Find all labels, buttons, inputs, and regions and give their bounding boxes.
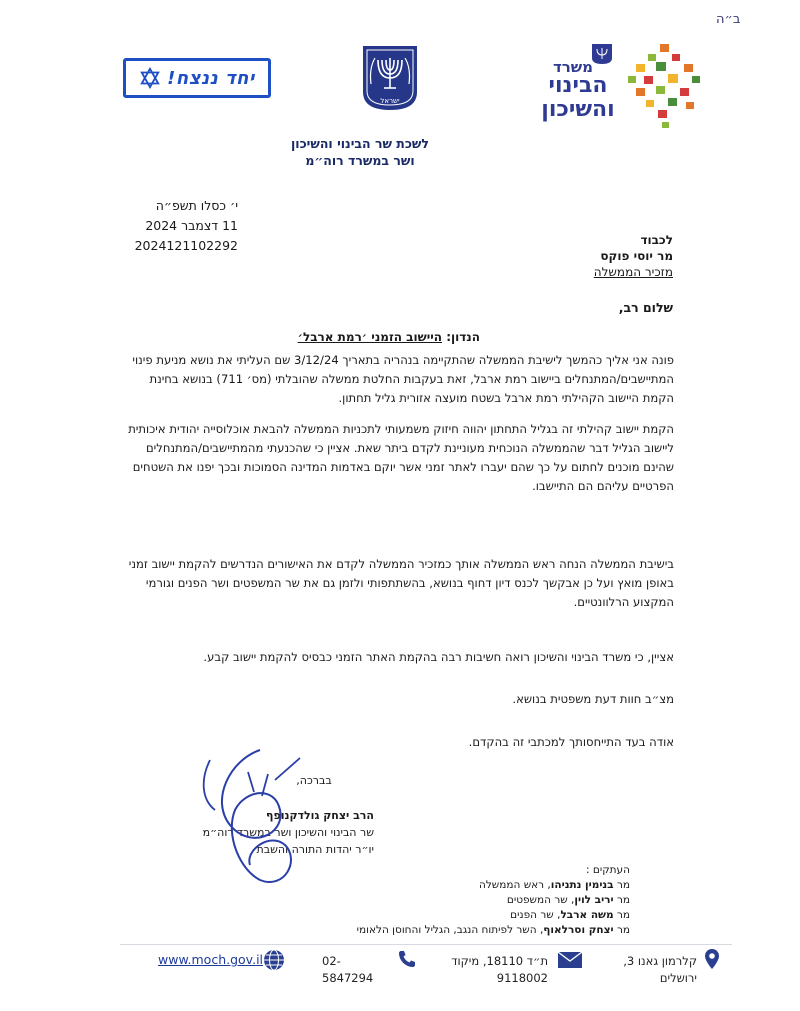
body-paragraph-1: פונה אני אליך כהמשך לישיבת הממשלה שהתקיימה בנהריה בתאריך 3/12/24 שם העליתי את נושא מניעת פינוי המתיישבים/המתנחלים ביישוב רמת ארבל, זאת בעקבות החלטת ממשלה שהובלתי (מס׳ 711) בנושא בחינת הקמת היישוב הקהילתי רמת ארבל בשטח מועצה אזורית גליל תחתון. [132,353,674,405]
addressee-title: מזכיר הממשלה [593,265,673,279]
ministry-name [528,74,628,122]
handwritten-signature [190,740,320,890]
body-paragraph-2: הקמת יישוב קהילתי זה בגליל התחתון יהווה חיזוק משמעותי לתכניות הממשלה להבאת אוכלוסייה יהודית איכותית ליישוב הגליל דבר שהממשלה הנוכחית מעוניינת לקדם ביתר שאת. אציין כי שהכנעתי מהמתיישבים/המתנחלים שהינם מוכנים לחתום על כך שהם יעברו לאתר זמני אשר יוקם באדמות המדינה הסמוכות ובכך יפנו את השטחים הפרטיים עליהם הם התיישבו. [128,422,674,493]
signer-role-1: שר הבינוי והשיכון ושר במשרד רוה״מ [202,826,374,839]
campaign-logo-text: יחד ננצח! [167,67,255,89]
footer-phone: 02-5847294 [322,954,374,985]
body-paragraph-4: אציין, כי משרד הבינוי והשיכון רואה חשיבות רבה בהקמת האתר הזמני כבסיס להקמת יישוב קבע. [203,650,674,664]
phone-icon [397,949,417,969]
page-mark: ב״ה [716,12,741,27]
body-paragraph-6: אודה בעד התייחסותך למכתבי זה בהקדם. [468,735,674,749]
footer-divider [120,944,732,945]
ministry-name-line1: הבינוי [548,73,608,98]
body-paragraph-5: מצ״ב חוות דעת משפטית בנושא. [512,692,674,706]
signature-closing: בברכה, [296,774,332,787]
addressee-block [490,232,673,280]
body-paragraph-3: בישיבת הממשלה הנחה ראש הממשלה אותך כמזכיר הממשלה לקדם את האישורים הנדרשים להקמת יישוב זמני באופן מואץ ועל כן אבקשך לכנס דיון דחוף בנושא, בהשתתפותי ולזמן גם את שר המשפטים ושר הפנים וגורמי המקצוע הרלוונטיים. [128,557,674,609]
copies-item: מר יצחק וסרלאוף, השר לפיתוח הנגב, הגליל והחוסן הלאומי [356,924,630,936]
copies-item: מר יריב לוין, שר המשפטים [506,894,630,906]
ministry-word: משרד [552,58,594,76]
copies-item: מר משה ארבל, שר הפנים [510,909,630,921]
hebrew-date: י׳ כסלו תשפ״ה [155,198,238,213]
signer-role-2: יו״ר יהדות התורה והשבת [256,843,374,856]
footer-pobox: ת״ד 18110, מיקוד 9118002 [451,954,548,985]
ministry-name-line2: והשיכון [541,97,615,122]
office-line2: ושר במשרד רוה״מ [305,153,415,168]
emblem-caption: ישראל [380,97,400,105]
reference-number: 2024121102292 [134,238,238,253]
star-of-david-icon [139,67,161,89]
subject-label: הנדון: [446,330,480,344]
subject-value: היישוב הזמני ׳רמת ארבל׳ [297,330,443,344]
campaign-logo [123,58,271,98]
location-pin-icon [704,948,720,970]
houses-star-logo-icon [626,40,704,132]
footer-street: קלרמון גאנו 3, ירושלים [623,954,697,985]
addressee-salutation: לכבוד [640,233,673,247]
addressee-name: מר יוסי פוקס [600,249,673,263]
signer-name: הרב יצחק גולדקנופף [266,809,374,822]
copies-label: העתקים : [586,864,630,876]
subject-line [250,330,480,344]
gregorian-date: 11 דצמבר 2024 [145,218,238,233]
copies-item: מר בנימין נתניהו, ראש הממשלה [478,879,630,891]
office-line1: לשכת שר הבינוי והשיכון [291,136,429,151]
copies-block [356,863,630,938]
greeting: שלום רב, [618,300,673,315]
date-block [130,196,238,256]
website-link[interactable]: www.moch.gov.il [158,952,264,967]
mail-icon [557,951,583,969]
globe-icon [263,949,285,971]
office-title [240,135,480,169]
